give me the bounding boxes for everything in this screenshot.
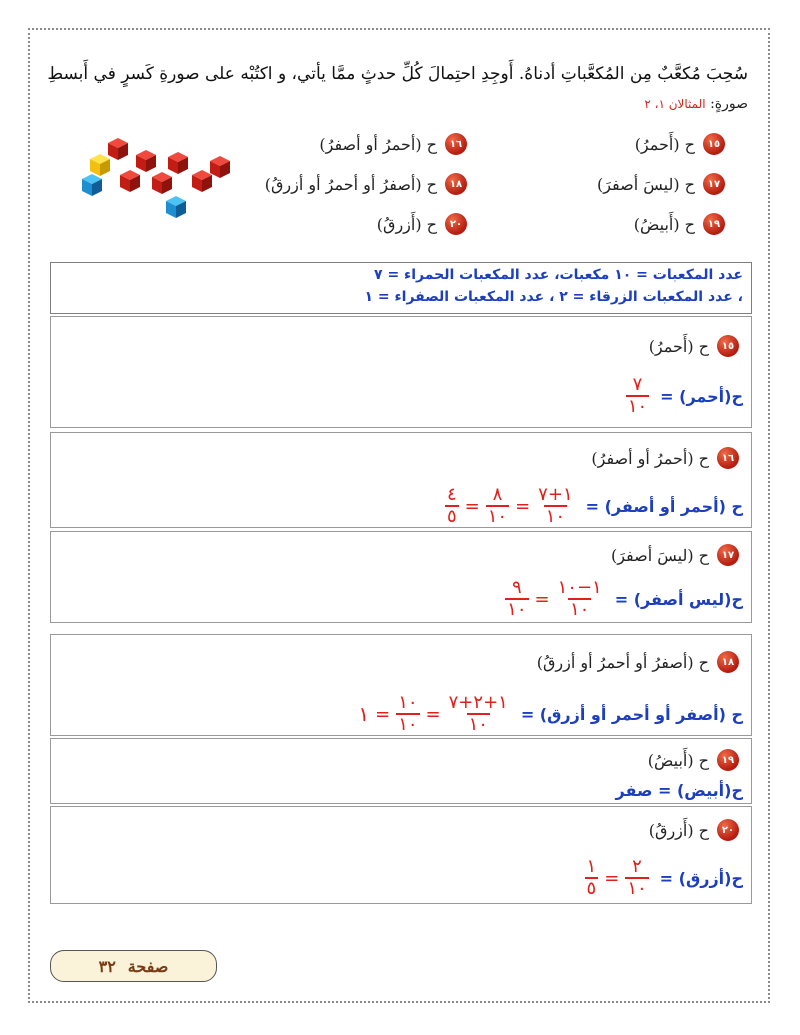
answer-box-17 [50,531,752,623]
summary-line-2: ، عدد المكعبات الزرقاء = ٢ ، عدد المكعبات الصفراء = ١ [364,289,743,305]
answer-box-20 [50,806,752,904]
red-cube [120,170,140,192]
exercise-17 [597,173,725,195]
answer-20-equation [582,857,743,899]
numerator: ٩ [512,577,522,598]
denominator: ١٠ [507,599,527,620]
denominator: ٥ [586,878,597,899]
exercise-text: ح (أَحمرُ) [634,134,695,154]
fraction-1 [536,485,574,527]
exercise-text: ح (أصفرُ أو أحمرُ أو أزرقُ) [264,174,437,194]
numerator: ٨ [492,484,503,505]
exercise-number-badge: ١٧ [717,544,739,566]
exercise-number-badge: ١٥ [717,335,739,357]
denominator: ٥ [446,506,457,527]
red-cube [108,138,128,160]
summary-line-1: عدد المكعبات = ١٠ مكعبات، عدد المكعبات الحمراء = ٧ [374,267,743,283]
fraction [626,375,649,417]
numerator: ١−١٠ [557,577,602,598]
exercise-number-badge: ١٦ [445,133,467,155]
denominator: ١٠ [545,506,566,527]
exercise-number-badge: ١٦ [717,447,739,469]
answer-box-19 [50,738,752,804]
red-cube [210,156,230,178]
exercise-20-repeat [649,819,739,841]
fraction-2 [505,578,528,620]
numerator: ١+٢+٧ [448,692,508,713]
result-value: ١ [358,702,370,726]
answer-label: ح (أصفر أو أحمر أو أزرق) = [520,704,743,724]
answer-box-16 [50,432,752,528]
yellow-cube [90,154,110,176]
fraction-2 [585,857,599,899]
red-cube [192,170,212,192]
red-cube [136,150,156,172]
exercise-number-badge: ١٩ [703,213,725,235]
denominator: ١٠ [487,506,508,527]
answer-16-equation [442,485,743,527]
exercise-19-repeat [648,749,739,771]
exercise-text: ح (أحمرُ أو أصفرُ) [591,448,709,468]
exercise-18-repeat [537,651,739,673]
exercise-18 [265,173,467,195]
equals-sign: = [534,588,550,610]
numerator: ١ [586,856,597,877]
exercise-number-badge: ١٧ [703,173,725,195]
fraction-1 [447,693,510,735]
fraction-1 [625,857,648,899]
example-reference: المثالان ١، ٢ [644,97,706,111]
exercise-20 [377,213,467,235]
answer-label: ح(أزرق) = [659,868,743,888]
denominator: ١٠ [627,878,647,899]
exercise-15 [635,133,725,155]
exercise-number-badge: ١٨ [717,651,739,673]
exercise-number-badge: ١٨ [445,173,467,195]
equals-sign: = [375,703,391,725]
blue-cube [166,196,186,218]
exercise-text: ح (أَحمرُ) [648,336,709,356]
page-number-badge [50,950,217,982]
exercise-text: ح (أَزرقُ) [648,820,709,840]
denominator: ١٠ [398,714,418,735]
red-cube [168,152,188,174]
exercise-number-badge: ١٥ [703,133,725,155]
red-cube [152,172,172,194]
exercise-19 [634,213,725,235]
equals-sign: = [425,703,441,725]
exercise-text: ح (أَبيضُ) [647,750,709,770]
exercise-text: ح (أَبيضُ) [633,214,695,234]
exercise-17-repeat [611,544,739,566]
answer-15-equation [623,375,743,417]
exercise-text: ح (أحمرُ أو أصفرُ) [319,134,437,154]
exercise-text: ح (أصفرُ أو أحمرُ أو أزرقُ) [536,652,709,672]
summary-box [50,262,752,314]
answer-18-equation [355,693,743,735]
fraction-2 [396,693,419,735]
denominator: ١٠ [627,396,648,417]
exercise-text: ح (ليسَ أصفرَ) [610,545,709,565]
answer-label: ح(ليس أصفر) = [614,589,743,609]
numerator: ١+٧ [538,484,573,505]
question-text: سُحِبَ مُكعَّبٌ مِن المُكعَّباتِ أدناهُ. أَوجِدِ احتِمالَ كُلِّ حدثٍ ممَّا يأتي، و اكتُبْه على صورةِ كَسرٍ في أَبسطِ [47,64,748,84]
exercise-number-badge: ٢٠ [717,819,739,841]
answer-label: ح (أحمر أو أصفر) = [585,496,743,516]
equals-sign: = [515,495,531,517]
exercise-16 [319,133,467,155]
exercise-15-repeat [649,335,739,357]
answer-19-text: ح(أبيض) = صفر [615,781,743,800]
exercise-text: ح (أَزرقُ) [376,214,437,234]
numerator: ٤ [446,484,457,505]
exercise-text: ح (ليسَ أصفرَ) [596,174,695,194]
denominator: ١٠ [468,714,488,735]
numerator: ٧ [632,374,643,395]
answer-17-equation [502,578,743,620]
answer-label: ح(أحمر) = [660,386,743,406]
cubes-illustration [80,138,240,226]
equals-sign: = [604,867,620,889]
fraction-3 [445,485,459,527]
exercise-number-badge: ٢٠ [445,213,467,235]
exercise-16-repeat [591,447,739,469]
fraction-1 [556,578,604,620]
question-line2: صورةٍ: [710,96,748,112]
blue-cube [82,174,102,196]
page-number: ٣٢ [98,956,116,976]
page-label: صفحة [127,956,169,976]
denominator: ١٠ [570,599,590,620]
equals-sign: = [464,495,480,517]
numerator: ٢ [632,856,642,877]
answer-box-18 [50,634,752,736]
answer-box-15 [50,316,752,428]
question-subline [644,96,748,112]
numerator: ١٠ [398,692,418,713]
fraction-2 [486,485,509,527]
exercise-number-badge: ١٩ [717,749,739,771]
